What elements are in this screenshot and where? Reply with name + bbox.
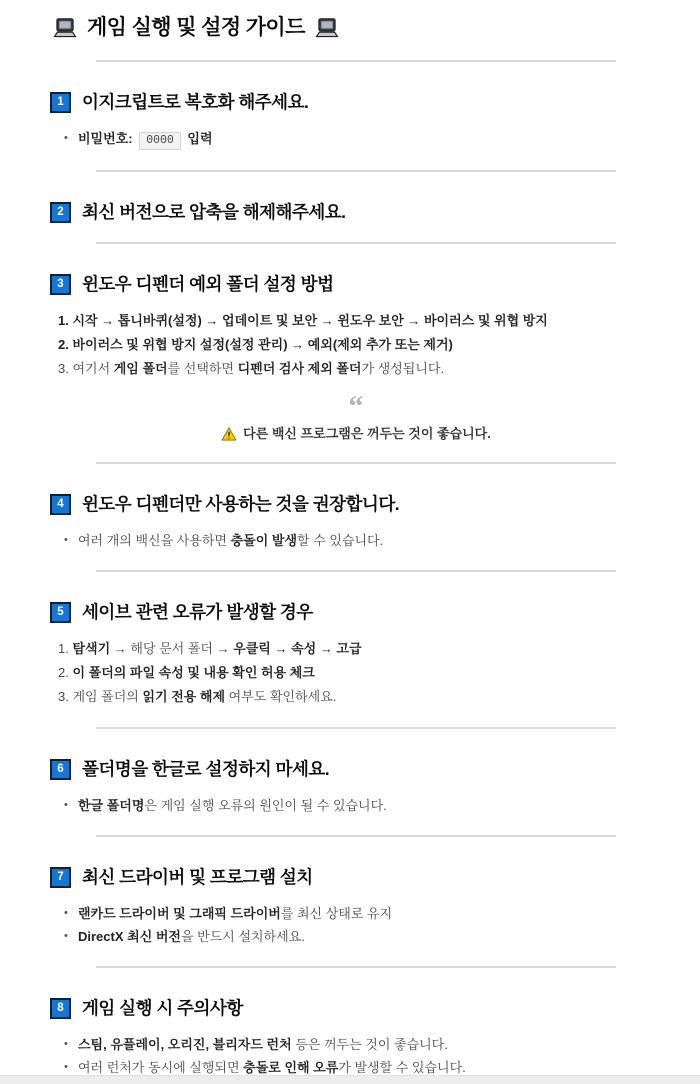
section-heading [50, 996, 662, 1020]
text-segment: 가 생성됩니다. [361, 361, 445, 376]
section-title: 폴더명을 한글로 설정하지 마세요. [82, 759, 330, 779]
section-title: 윈도우 디펜더 예외 폴더 설정 방법 [82, 274, 334, 294]
text-segment: 를 최신 상태로 유지 [280, 906, 393, 921]
text-segment: 0000 [139, 132, 181, 150]
text-segment: 랜카드 드라이버 및 그래픽 드라이버 [78, 906, 281, 921]
text-segment: 2. [58, 665, 73, 680]
bullet-item [62, 1033, 662, 1056]
section-number-badge: 6 [50, 759, 71, 780]
bullet-item [62, 127, 662, 152]
bullet-list [50, 902, 662, 948]
text-segment: 3. 게임 폴더의 [58, 689, 143, 704]
section-title: 게임 실행 시 주의사항 [82, 998, 243, 1018]
section-divider [96, 242, 616, 244]
page-title [52, 14, 662, 42]
section-heading [50, 90, 662, 114]
quote-block [50, 390, 662, 444]
bottom-strip [0, 1075, 700, 1084]
bullet-list [50, 1033, 662, 1079]
section-heading [50, 865, 662, 889]
section-heading [50, 272, 662, 296]
text-segment: 충돌로 인해 오류 [243, 1060, 339, 1075]
text-segment: DirectX 최신 버전 [78, 929, 181, 944]
section-number-badge: 2 [50, 202, 71, 223]
numbered-item [58, 357, 662, 381]
text-segment: 게임 폴더 [113, 361, 168, 376]
text-segment: 을 반드시 설치하세요. [180, 929, 305, 944]
numbered-list [50, 637, 662, 709]
warning-line [50, 424, 662, 444]
text-segment: 1. [58, 641, 73, 656]
bullet-item [62, 794, 662, 817]
text-segment: 읽기 전용 해제 [142, 689, 226, 704]
text-segment: 한글 폴더명 [78, 798, 145, 813]
section-number-badge: 1 [50, 92, 71, 113]
text-segment: 입력 [183, 131, 213, 146]
text-segment: 충돌이 발생 [230, 533, 297, 548]
section-number-badge: 7 [50, 867, 71, 888]
section-divider [96, 170, 616, 172]
section-number-badge: 3 [50, 274, 71, 295]
section-number-badge: 5 [50, 602, 71, 623]
text-segment: 여러 런처가 동시에 실행되면 [78, 1060, 244, 1075]
text-segment: 우클릭 → 속성 → 고급 [233, 641, 362, 656]
section-title: 최신 드라이버 및 프로그램 설치 [82, 867, 313, 887]
laptop-icon [52, 18, 78, 39]
bullet-item [62, 902, 662, 925]
section-number-badge: 4 [50, 494, 71, 515]
text-segment: 를 선택하면 [167, 361, 238, 376]
bullet-item [62, 925, 662, 948]
text-segment: 3. 여기서 [58, 361, 114, 376]
section-divider [96, 570, 616, 572]
section-number-badge: 8 [50, 998, 71, 1019]
text-segment: 할 수 있습니다. [297, 533, 384, 548]
text-segment: 여부도 확인하세요. [225, 689, 337, 704]
warning-text: 다른 백신 프로그램은 꺼두는 것이 좋습니다. [243, 426, 491, 441]
bullet-list [50, 529, 662, 552]
numbered-item [58, 309, 662, 333]
section-title: 윈도우 디펜더만 사용하는 것을 권장합니다. [82, 494, 400, 514]
bullet-list [50, 794, 662, 817]
section-heading [50, 200, 662, 224]
sections-container [50, 60, 662, 1079]
bullet-list [50, 127, 662, 152]
warning-icon [221, 427, 237, 441]
section-heading [50, 600, 662, 624]
text-segment: 등은 꺼두는 것이 좋습니다. [291, 1037, 448, 1052]
text-segment: 비밀번호: [78, 131, 137, 146]
text-segment: 이 폴더의 파일 속성 및 내용 확인 허용 체크 [72, 665, 315, 680]
text-segment: 은 게임 실행 오류의 원인이 될 수 있습니다. [144, 798, 387, 813]
numbered-item [58, 661, 662, 685]
bullet-item [62, 529, 662, 552]
laptop-icon [314, 18, 340, 39]
numbered-item [58, 637, 662, 661]
text-segment: 1. 시작 → 톱니바퀴(설정) → 업데이트 및 보안 → 윈도우 보안 → 바이러스 및 위협 방지 [58, 313, 548, 328]
numbered-list [50, 309, 662, 381]
text-segment: 스팀, 유플레이, 오리진, 블리자드 런처 [78, 1037, 292, 1052]
page-title-text: 게임 실행 및 설정 가이드 [87, 16, 305, 39]
section-divider [96, 835, 616, 837]
text-segment: 가 발생할 수 있습니다. [338, 1060, 466, 1075]
section-divider [96, 60, 616, 62]
text-segment: 디펜더 검사 제외 폴더 [237, 361, 362, 376]
section-divider [96, 966, 616, 968]
section-title: 이지크립트로 복호화 해주세요. [82, 92, 309, 112]
numbered-item [58, 685, 662, 709]
section-divider [96, 462, 616, 464]
section-title: 최신 버전으로 압축을 해제해주세요. [82, 202, 346, 222]
text-segment: 2. 바이러스 및 위협 방지 설정(설정 관리) → 예외(제외 추가 또는 제거) [58, 337, 453, 352]
text-segment: 탐색기 [72, 641, 111, 656]
section-title: 세이브 관련 오류가 발생할 경우 [82, 602, 313, 622]
numbered-item [58, 333, 662, 357]
section-heading [50, 757, 662, 781]
text-segment: 여러 개의 백신을 사용하면 [78, 533, 231, 548]
quote-mark-icon: “ [348, 390, 364, 423]
section-divider [96, 727, 616, 729]
section-heading [50, 492, 662, 516]
text-segment: → 해당 문서 폴더 → [110, 641, 234, 656]
